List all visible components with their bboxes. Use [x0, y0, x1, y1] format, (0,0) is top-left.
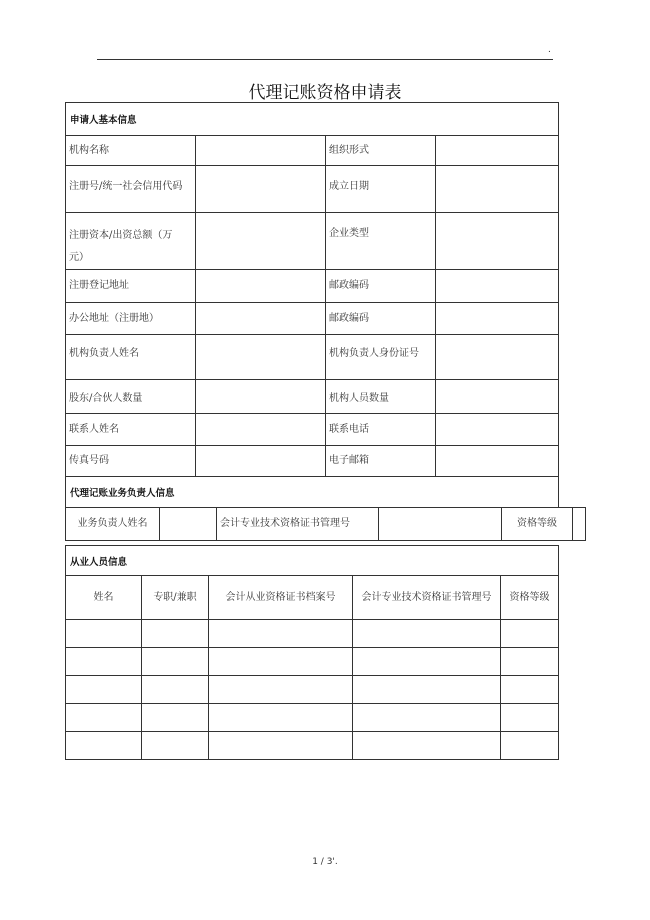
- input-staff-count[interactable]: [435, 379, 559, 414]
- label-postal-code-2: 邮政编码: [325, 302, 436, 335]
- page-number: 1 / 3'.: [312, 857, 338, 867]
- staff-cell[interactable]: [141, 703, 209, 732]
- staff-cell[interactable]: [141, 675, 209, 704]
- label-head-id: 机构负责人身份证号: [325, 334, 436, 380]
- staff-cell[interactable]: [65, 619, 142, 648]
- input-office-address[interactable]: [195, 302, 326, 335]
- input-postal-code-1[interactable]: [435, 269, 559, 303]
- label-registered-capital-line2: 元）: [69, 252, 89, 263]
- input-registered-address[interactable]: [195, 269, 326, 303]
- staff-header-name: 姓名: [65, 575, 142, 620]
- label-org-form: 组织形式: [325, 135, 436, 166]
- staff-cell[interactable]: [208, 647, 353, 676]
- staff-header-cert-no: 会计专业技术资格证书管理号: [352, 575, 501, 620]
- label-shareholder-count: 股东/合伙人数量: [65, 379, 196, 414]
- label-enterprise-type: 企业类型: [325, 212, 436, 270]
- input-postal-code-2[interactable]: [435, 302, 559, 335]
- section-basic-info: 申请人基本信息: [65, 102, 559, 136]
- staff-cell[interactable]: [208, 731, 353, 760]
- label-registered-capital-line1: 注册资本/出资总额（万: [69, 230, 173, 241]
- staff-cell[interactable]: [65, 703, 142, 732]
- header-dot: .: [548, 45, 551, 55]
- staff-header-type: 专职/兼职: [141, 575, 209, 620]
- label-staff-count: 机构人员数量: [325, 379, 436, 414]
- input-org-form[interactable]: [435, 135, 559, 166]
- label-org-name: 机构名称: [65, 135, 196, 166]
- section-staff-info: 从业人员信息: [65, 545, 559, 576]
- section-manager-info: 代理记账业务负责人信息: [65, 476, 559, 508]
- label-manager-level: 资格等级: [501, 507, 573, 541]
- staff-cell[interactable]: [500, 703, 559, 732]
- label-office-address: 办公地址（注册地）: [65, 302, 196, 335]
- staff-cell[interactable]: [500, 619, 559, 648]
- input-established-date[interactable]: [435, 165, 559, 213]
- input-registered-capital[interactable]: [195, 212, 326, 270]
- label-manager-cert: 会计专业技术资格证书管理号: [216, 507, 379, 541]
- staff-cell[interactable]: [208, 675, 353, 704]
- label-contact-name: 联系人姓名: [65, 413, 196, 446]
- staff-cell[interactable]: [352, 619, 501, 648]
- staff-cell[interactable]: [208, 703, 353, 732]
- header-rule: [97, 59, 553, 60]
- staff-cell[interactable]: [352, 703, 501, 732]
- staff-cell[interactable]: [65, 675, 142, 704]
- label-established-date: 成立日期: [325, 165, 436, 213]
- label-registered-address: 注册登记地址: [65, 269, 196, 303]
- staff-cell[interactable]: [352, 731, 501, 760]
- input-head-name[interactable]: [195, 334, 326, 380]
- input-manager-level[interactable]: [572, 507, 586, 541]
- staff-cell[interactable]: [208, 619, 353, 648]
- staff-cell[interactable]: [500, 675, 559, 704]
- input-fax[interactable]: [195, 445, 326, 477]
- label-head-name: 机构负责人姓名: [65, 334, 196, 380]
- input-org-name[interactable]: [195, 135, 326, 166]
- input-contact-name[interactable]: [195, 413, 326, 446]
- label-registered-capital: [65, 212, 196, 270]
- input-manager-cert[interactable]: [378, 507, 502, 541]
- label-reg-number: 注册号/统一社会信用代码: [65, 165, 196, 213]
- staff-header-archive-no: 会计从业资格证书档案号: [208, 575, 353, 620]
- staff-cell[interactable]: [141, 731, 209, 760]
- staff-cell[interactable]: [352, 647, 501, 676]
- input-email[interactable]: [435, 445, 559, 477]
- staff-cell[interactable]: [65, 647, 142, 676]
- input-head-id[interactable]: [435, 334, 559, 380]
- input-reg-number[interactable]: [195, 165, 326, 213]
- staff-cell[interactable]: [352, 675, 501, 704]
- staff-cell[interactable]: [141, 647, 209, 676]
- label-postal-code-1: 邮政编码: [325, 269, 436, 303]
- input-contact-phone[interactable]: [435, 413, 559, 446]
- label-fax: 传真号码: [65, 445, 196, 477]
- label-email: 电子邮箱: [325, 445, 436, 477]
- input-shareholder-count[interactable]: [195, 379, 326, 414]
- staff-cell[interactable]: [65, 731, 142, 760]
- label-manager-name: 业务负责人姓名: [65, 507, 160, 541]
- page-title: 代理记账资格申请表: [248, 83, 402, 103]
- staff-header-level: 资格等级: [500, 575, 559, 620]
- staff-cell[interactable]: [500, 647, 559, 676]
- input-enterprise-type[interactable]: [435, 212, 559, 270]
- staff-cell[interactable]: [500, 731, 559, 760]
- input-manager-name[interactable]: [159, 507, 217, 541]
- label-contact-phone: 联系电话: [325, 413, 436, 446]
- staff-cell[interactable]: [141, 619, 209, 648]
